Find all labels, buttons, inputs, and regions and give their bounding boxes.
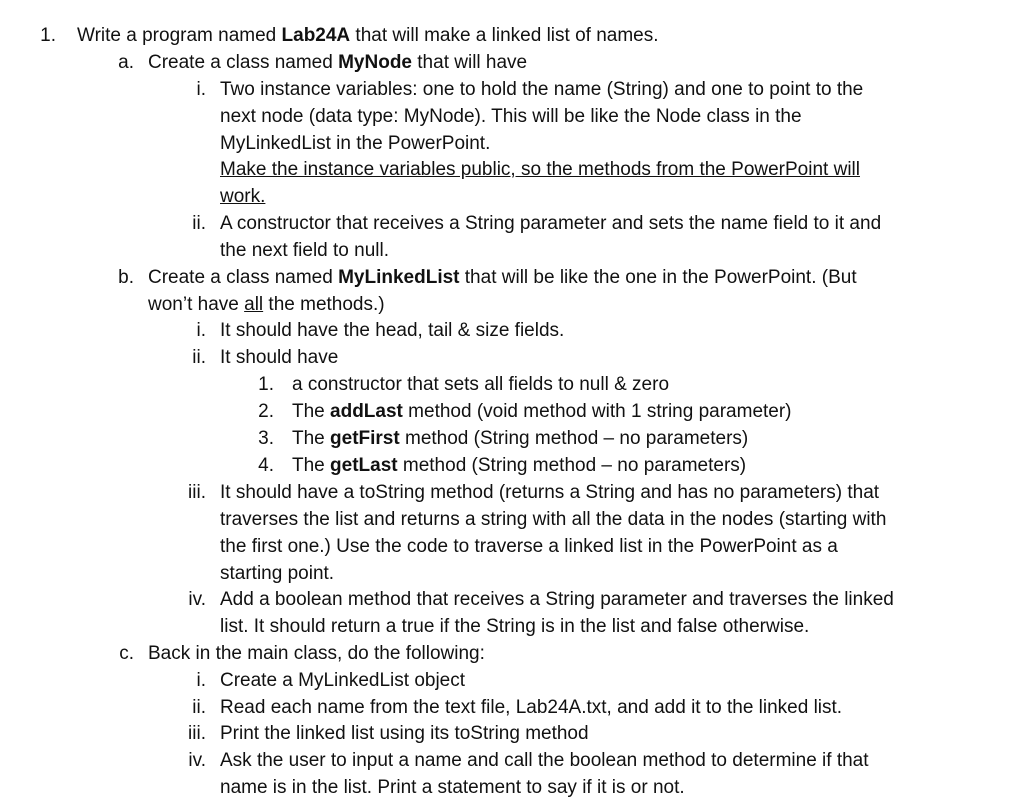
item-a-i-line-1: Two instance variables: one to hold the name (String) and one to point to the (220, 79, 864, 100)
item-b-iii-line-4: starting point. (220, 563, 335, 584)
item-a-i-marker: i. (196, 79, 206, 100)
item-c-iii-marker: iii. (188, 723, 206, 744)
item-b-ii-4-text: The getLast method (String method – no parameters) (292, 455, 747, 476)
item-b-line-2: won’t have all the methods.) (148, 294, 385, 315)
item-b-iii-line-2: traverses the list and returns a string with all the data in the nodes (starting with (220, 509, 887, 530)
item-a-i-underlined-line-2: work. (220, 186, 266, 207)
item-a-i-line-3: MyLinkedList in the PowerPoint. (220, 133, 491, 154)
item-c-ii-marker: ii. (192, 697, 206, 718)
item-b-ii-text: It should have (220, 347, 339, 368)
item-b-iv-marker: iv. (188, 589, 206, 610)
item-b-ii-4-marker: 4. (258, 455, 274, 476)
item-b-i-marker: i. (196, 320, 206, 341)
item-c-i-marker: i. (196, 670, 206, 691)
item-b-ii-1-marker: 1. (258, 374, 274, 395)
item-1-text: Write a program named Lab24A that will make a linked list of names. (77, 25, 659, 46)
item-a-marker: a. (118, 52, 134, 73)
item-b-ii-3-text: The getFirst method (String method – no parameters) (292, 428, 749, 449)
item-c-text: Back in the main class, do the following: (148, 643, 485, 664)
item-b-iii-marker: iii. (188, 482, 206, 503)
item-a-i-underlined-line-1: Make the instance variables public, so the methods from the PowerPoint will (220, 159, 860, 180)
item-a-text: Create a class named MyNode that will have (148, 52, 528, 73)
item-c-marker: c. (119, 643, 134, 664)
item-b-ii-2-text: The addLast method (void method with 1 string parameter) (292, 401, 792, 422)
item-c-ii-text: Read each name from the text file, Lab24A.txt, and add it to the linked list. (220, 697, 843, 718)
item-b-iv-line-2: list. It should return a true if the String is in the list and false otherwise. (220, 616, 810, 637)
item-c-iv-marker: iv. (188, 750, 206, 771)
item-c-iv-line-1: Ask the user to input a name and call the boolean method to determine if that (220, 750, 869, 771)
item-b-ii-2-marker: 2. (258, 401, 274, 422)
item-1-marker: 1. (40, 25, 56, 46)
item-c-i-text: Create a MyLinkedList object (220, 670, 466, 691)
item-a-ii-line-2: the next field to null. (220, 240, 389, 261)
item-c-iv-line-2: name is in the list. Print a statement to say if it is or not. (220, 777, 685, 798)
item-b-i-text: It should have the head, tail & size fields. (220, 320, 565, 341)
item-a-ii-line-1: A constructor that receives a String parameter and sets the name field to it and (220, 213, 882, 234)
item-c-iii-text: Print the linked list using its toString method (220, 723, 589, 744)
item-b-line-1: Create a class named MyLinkedList that will be like the one in the PowerPoint. (But (148, 267, 857, 288)
item-b-iv-line-1: Add a boolean method that receives a String parameter and traverses the linked (220, 589, 894, 610)
item-b-ii-3-marker: 3. (258, 428, 274, 449)
item-a-i-line-2: next node (data type: MyNode). This will be like the Node class in the (220, 106, 802, 127)
item-b-iii-line-1: It should have a toString method (returns a String and has no parameters) that (220, 482, 880, 503)
item-b-ii-marker: ii. (192, 347, 206, 368)
item-b-ii-1-text: a constructor that sets all fields to null & zero (292, 374, 670, 395)
item-b-marker: b. (118, 267, 134, 288)
item-b-iii-line-3: the first one.) Use the code to traverse a linked list in the PowerPoint as a (220, 536, 838, 557)
item-a-ii-marker: ii. (192, 213, 206, 234)
